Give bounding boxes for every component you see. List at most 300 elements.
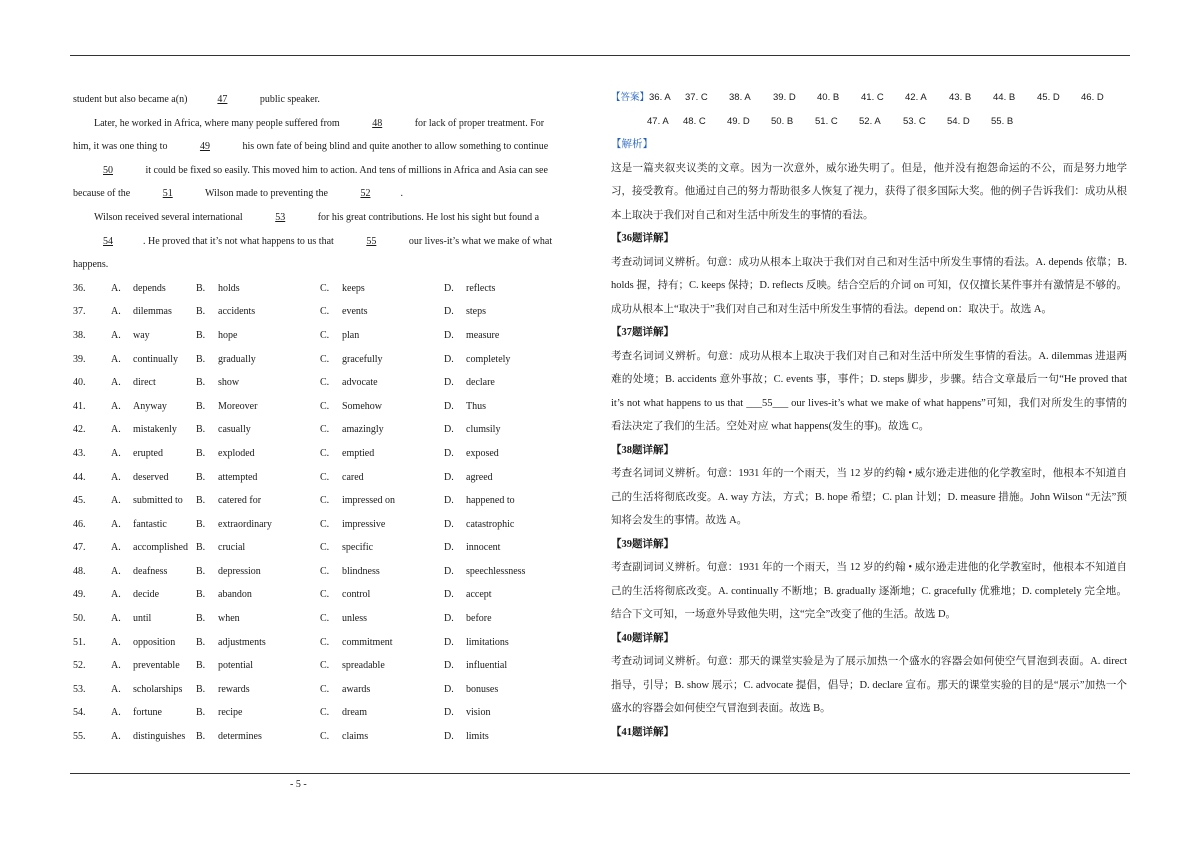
option-c: [320, 489, 444, 513]
option-text: distinguishes: [133, 731, 186, 743]
option-letter: D.: [444, 471, 454, 483]
option-text: when: [218, 613, 240, 625]
question-number: 41.: [73, 400, 86, 412]
option-text: depends: [133, 282, 166, 294]
option-a: [111, 701, 196, 725]
option-a: [111, 725, 196, 749]
answer-item: 51. C: [815, 115, 838, 127]
question-number: 42.: [73, 424, 86, 436]
option-text: hope: [218, 329, 238, 341]
option-letter: B.: [196, 660, 206, 672]
option-text: plan: [342, 329, 360, 341]
blank: 52: [360, 188, 371, 200]
option-text: emptied: [342, 447, 375, 459]
question-number: 40.: [73, 377, 86, 389]
option-text: catered for: [218, 495, 262, 507]
option-letter: B.: [196, 282, 206, 294]
option-letter: B.: [196, 471, 206, 483]
option-letter: D.: [444, 400, 454, 412]
option-letter: D.: [444, 731, 454, 743]
answer-item: 40. B: [817, 92, 840, 103]
option-letter: A.: [111, 447, 121, 459]
option-d: [444, 442, 564, 466]
option-text: abandon: [218, 589, 252, 601]
option-a: [111, 466, 196, 490]
option-b: [196, 678, 320, 702]
question-number: 44.: [73, 471, 86, 483]
option-letter: A.: [111, 400, 121, 412]
option-letter: C.: [320, 400, 330, 412]
option-letter: D.: [444, 683, 454, 695]
answer-row-1: [611, 86, 1127, 110]
option-d: [444, 654, 564, 678]
option-text: specific: [342, 542, 374, 554]
option-b: [196, 631, 320, 655]
answer-item: 37. C: [685, 92, 708, 103]
answer-item: 53. C: [903, 115, 926, 127]
option-c: [320, 678, 444, 702]
option-letter: D.: [444, 424, 454, 436]
option-letter: D.: [444, 447, 454, 459]
option-b: [196, 607, 320, 631]
option-d: [444, 466, 564, 490]
option-letter: B.: [196, 589, 206, 601]
option-text: gracefully: [342, 353, 383, 365]
option-b: [196, 560, 320, 584]
option-text: completely: [466, 353, 511, 365]
blank: 47: [217, 94, 228, 105]
option-text: exposed: [466, 447, 499, 459]
option-d: [444, 395, 564, 419]
option-text: clumsily: [466, 424, 501, 436]
option-d: [444, 701, 564, 725]
text: . He proved that it’s not what happens to us that: [143, 235, 337, 247]
option-text: way: [133, 329, 150, 341]
option-b: [196, 300, 320, 324]
option-a: [111, 536, 196, 560]
answer-item: 45. D: [1037, 92, 1060, 103]
page-number: - 5 -: [290, 779, 307, 790]
option-letter: B.: [196, 636, 206, 648]
option-letter: C.: [320, 471, 330, 483]
option-d: [444, 277, 564, 301]
option-c: [320, 277, 444, 301]
option-c: [320, 560, 444, 584]
detail-text: 考查动词词义辨析。句意：那天的课堂实验是为了展示加热一个盛水的容器会如何使空气冒泡到表面。A. direct 指导，引导；B. show 展示；C. advocate 提倡，倡导；D. declare 宣布。那天的课堂实验的目的是“展示”加热一个盛水的容器会如何使空气冒泡到表面。故选 B。: [611, 656, 1127, 714]
option-letter: A.: [111, 613, 121, 625]
text: it could be fixed so easily. This moved him to action. And tens of millions in Africa and Asia can see: [143, 164, 548, 176]
answer-item: 54. D: [947, 115, 970, 127]
question-number: 46.: [73, 518, 86, 530]
option-text: spreadable: [342, 660, 385, 672]
question-number: 38.: [73, 329, 86, 341]
blank: 48: [372, 117, 383, 129]
option-c: [320, 395, 444, 419]
option-a: [111, 348, 196, 372]
option-text: attempted: [218, 471, 258, 483]
text: Wilson made to preventing the: [202, 188, 331, 200]
option-letter: A.: [111, 471, 121, 483]
answer-item: 47. A: [647, 115, 669, 127]
option-a: [111, 371, 196, 395]
option-text: amazingly: [342, 424, 384, 436]
detail-text: 考查名词词义辨析。句意：成功从根本上取决于我们对自己和对生活中所发生事情的看法。A. dilemmas 进退两难的处境；B. accidents 意外事故；C. events 事，事件；D. steps 脚步，步骤。结合文章最后一句“He proved that it’s not what happens to us that ___55___ our lives-it’s what we make of what happens”可知，我们对所发生的事情的看法决定了我们的生活。空处对应 what happens(发生的事)。故选 C。: [611, 350, 1127, 432]
option-d: [444, 489, 564, 513]
question-number: 54.: [73, 707, 86, 719]
option-row: [73, 371, 578, 395]
option-d: [444, 631, 564, 655]
option-text: limits: [466, 731, 489, 743]
option-a: [111, 489, 196, 513]
text: Wilson received several international: [94, 211, 246, 223]
option-a: [111, 418, 196, 442]
detail-heading: 【40题详解】: [611, 632, 674, 644]
option-text: awards: [342, 683, 371, 695]
option-row: [73, 418, 578, 442]
option-row: [73, 678, 578, 702]
option-b: [196, 701, 320, 725]
text: his own fate of being blind and quite another to allow something to continue: [239, 141, 549, 153]
option-d: [444, 678, 564, 702]
option-letter: A.: [111, 565, 121, 577]
text: Later, he worked in Africa, where many people suffered from: [94, 117, 343, 129]
passage-line: [73, 159, 578, 183]
option-letter: C.: [320, 542, 330, 554]
option-letter: A.: [111, 636, 121, 648]
option-text: cared: [342, 471, 364, 483]
detail-text: 考查名词词义辨析。句意：1931 年的一个雨天，当 12 岁的约翰 • 威尔逊走进他的化学教室时，他根本不知道自己的生活将彻底改变。A. way 方法，方式；B. hope 希望；C. plan 计划；D. measure 措施。John Wilson “无法”预知将会发生的事情。故选 A。: [611, 468, 1127, 526]
option-text: dream: [342, 707, 367, 719]
option-letter: D.: [444, 306, 454, 318]
passage-line: [73, 253, 578, 277]
option-letter: A.: [111, 424, 121, 436]
detail-heading: 【41题详解】: [611, 726, 674, 738]
question-number: 43.: [73, 447, 86, 459]
option-text: gradually: [218, 353, 256, 365]
answer-item: 50. B: [771, 115, 794, 127]
option-row: [73, 324, 578, 348]
passage-line: [73, 88, 578, 112]
option-letter: C.: [320, 707, 330, 719]
option-text: innocent: [466, 542, 501, 554]
option-text: opposition: [133, 636, 176, 648]
answer-label: 【答案】: [611, 92, 650, 103]
option-d: [444, 348, 564, 372]
option-letter: B.: [196, 424, 206, 436]
option-letter: C.: [320, 329, 330, 341]
option-letter: D.: [444, 495, 454, 507]
options-list: [73, 277, 578, 749]
option-text: accept: [466, 589, 492, 601]
option-text: Anyway: [133, 400, 167, 412]
option-c: [320, 536, 444, 560]
question-number: 39.: [73, 353, 86, 365]
option-text: keeps: [342, 282, 365, 294]
option-letter: C.: [320, 660, 330, 672]
question-number: 36.: [73, 282, 86, 294]
option-row: [73, 513, 578, 537]
option-d: [444, 583, 564, 607]
text: him, it was one thing to: [73, 141, 170, 153]
option-letter: A.: [111, 707, 121, 719]
option-text: before: [466, 613, 492, 625]
option-text: holds: [218, 282, 240, 294]
detail-heading: 【39题详解】: [611, 538, 674, 550]
option-row: [73, 583, 578, 607]
option-text: happened to: [466, 495, 515, 507]
text: happens.: [73, 259, 109, 271]
option-a: [111, 395, 196, 419]
option-b: [196, 725, 320, 749]
option-text: submitted to: [133, 495, 183, 507]
option-letter: B.: [196, 377, 206, 389]
option-letter: B.: [196, 518, 206, 530]
option-c: [320, 418, 444, 442]
option-row: [73, 631, 578, 655]
option-text: depression: [218, 565, 261, 577]
question-number: 37.: [73, 306, 86, 318]
option-letter: B.: [196, 495, 206, 507]
text: .: [400, 188, 403, 200]
option-letter: B.: [196, 731, 206, 743]
option-text: impressed on: [342, 495, 396, 507]
option-text: agreed: [466, 471, 493, 483]
option-letter: D.: [444, 589, 454, 601]
option-a: [111, 607, 196, 631]
option-text: bonuses: [466, 683, 499, 695]
detail-text: 考查副词词义辨析。句意：1931 年的一个雨天，当 12 岁的约翰 • 威尔逊走进他的化学教室时，他根本不知道自己的生活将彻底改变。A. continually 不断地；B. gradually 逐渐地；C. gracefully 优雅地；D. completely 完全地。结合下文可知，一场意外导致他失明，这“完全”改变了他的生活。故选 D。: [611, 562, 1127, 620]
left-column: [73, 88, 578, 749]
option-a: [111, 678, 196, 702]
option-text: impressive: [342, 518, 386, 530]
option-text: adjustments: [218, 636, 266, 648]
question-number: 55.: [73, 731, 86, 743]
option-c: [320, 583, 444, 607]
option-letter: D.: [444, 282, 454, 294]
option-text: direct: [133, 377, 156, 389]
option-text: decide: [133, 589, 160, 601]
option-letter: C.: [320, 447, 330, 459]
passage-line: [73, 182, 578, 206]
option-text: Moreover: [218, 400, 258, 412]
question-number: 53.: [73, 683, 86, 695]
option-text: mistakenly: [133, 424, 177, 436]
option-d: [444, 607, 564, 631]
option-letter: B.: [196, 707, 206, 719]
detail-text: 考查动词词义辨析。句意：成功从根本上取决于我们对自己和对生活中所发生事情的看法。A. depends 依靠；B. holds 握，持有；C. keeps 保持；D. reflects 反映。结合空后的介词 on 可知，仅仅擅长某件事并有激情是不够的。成功从根本上“取决于”我们对自己和对生活中所发生事情的看法。depend on：取决于。故选 A。: [611, 256, 1127, 315]
option-text: limitations: [466, 636, 509, 648]
option-text: speechlessness: [466, 565, 526, 577]
option-text: blindness: [342, 565, 380, 577]
option-text: claims: [342, 731, 369, 743]
option-d: [444, 725, 564, 749]
question-number: 52.: [73, 660, 86, 672]
option-b: [196, 324, 320, 348]
option-letter: C.: [320, 377, 330, 389]
option-letter: D.: [444, 613, 454, 625]
answer-row-2: [611, 110, 1127, 134]
analysis-label: 【解析】: [611, 139, 653, 150]
option-b: [196, 536, 320, 560]
option-text: deserved: [133, 471, 169, 483]
option-row: [73, 348, 578, 372]
option-letter: A.: [111, 353, 121, 365]
option-letter: B.: [196, 329, 206, 341]
option-letter: A.: [111, 282, 121, 294]
option-row: [73, 536, 578, 560]
option-row: [73, 466, 578, 490]
option-letter: A.: [111, 495, 121, 507]
detail-heading: 【36题详解】: [611, 233, 674, 244]
option-text: fantastic: [133, 518, 167, 530]
option-b: [196, 466, 320, 490]
answer-item: 43. B: [949, 92, 972, 103]
option-text: casually: [218, 424, 251, 436]
option-text: declare: [466, 377, 495, 389]
option-text: recipe: [218, 707, 243, 719]
option-a: [111, 324, 196, 348]
option-text: erupted: [133, 447, 163, 459]
option-row: [73, 442, 578, 466]
option-a: [111, 513, 196, 537]
option-c: [320, 442, 444, 466]
option-d: [444, 371, 564, 395]
blank: 49: [199, 141, 210, 153]
option-c: [320, 348, 444, 372]
header-rule: [70, 55, 1130, 56]
option-text: advocate: [342, 377, 378, 389]
option-letter: D.: [444, 353, 454, 365]
option-c: [320, 371, 444, 395]
option-text: crucial: [218, 542, 246, 554]
option-letter: B.: [196, 400, 206, 412]
answer-item: 48. C: [683, 115, 706, 127]
option-d: [444, 513, 564, 537]
option-letter: D.: [444, 565, 454, 577]
option-row: [73, 395, 578, 419]
option-text: until: [133, 613, 152, 625]
text: for his great contributions. He lost his sight but found a: [315, 211, 540, 223]
option-text: reflects: [466, 282, 496, 294]
question-number: 51.: [73, 636, 86, 648]
answer-item: 49. D: [727, 115, 750, 127]
answer-item: 44. B: [993, 92, 1016, 103]
option-letter: C.: [320, 565, 330, 577]
option-letter: D.: [444, 377, 454, 389]
option-text: determines: [218, 731, 262, 743]
option-text: deafness: [133, 565, 168, 577]
option-b: [196, 348, 320, 372]
option-letter: A.: [111, 542, 121, 554]
option-d: [444, 300, 564, 324]
option-text: accidents: [218, 306, 256, 318]
blank: 51: [162, 188, 173, 200]
blank: 54: [103, 235, 113, 247]
option-text: catastrophic: [466, 518, 515, 530]
right-column: [611, 86, 1127, 744]
analysis-summary: 这是一篇夹叙夹议类的文章。因为一次意外，威尔逊失明了。但是，他并没有抱怨命运的不公，而是努力地学习，接受教育。他通过自己的努力帮助很多人恢复了视力，获得了很多国际大奖。他的例子告诉我们：成功从根本上取决于我们对自己和对生活中所发生的事情的看法。: [611, 162, 1127, 221]
option-c: [320, 466, 444, 490]
option-text: measure: [466, 329, 500, 341]
text: public speaker.: [257, 94, 320, 105]
option-text: potential: [218, 660, 253, 672]
option-letter: D.: [444, 518, 454, 530]
option-c: [320, 701, 444, 725]
option-row: [73, 607, 578, 631]
detail-heading: 【38题详解】: [611, 444, 674, 456]
option-text: steps: [466, 306, 486, 318]
answer-item: 38. A: [729, 92, 751, 103]
option-b: [196, 371, 320, 395]
option-text: vision: [466, 707, 491, 719]
question-number: 50.: [73, 613, 86, 625]
option-c: [320, 300, 444, 324]
answer-item: 55. B: [991, 115, 1014, 127]
option-d: [444, 418, 564, 442]
answer-item: 41. C: [861, 92, 884, 103]
option-b: [196, 489, 320, 513]
option-letter: C.: [320, 613, 330, 625]
option-a: [111, 631, 196, 655]
text: because of the: [73, 188, 133, 200]
option-letter: A.: [111, 306, 121, 318]
option-letter: C.: [320, 518, 330, 530]
option-text: events: [342, 306, 368, 318]
question-number: 45.: [73, 495, 86, 507]
option-b: [196, 418, 320, 442]
passage-line: [73, 112, 578, 136]
option-text: show: [218, 377, 240, 389]
option-text: fortune: [133, 707, 162, 719]
option-d: [444, 324, 564, 348]
option-text: rewards: [218, 683, 250, 695]
blank: 53: [275, 211, 286, 223]
answer-item: 36. A: [649, 92, 671, 103]
option-letter: A.: [111, 731, 121, 743]
option-letter: B.: [196, 447, 206, 459]
option-letter: D.: [444, 660, 454, 672]
paragraph-3: [73, 206, 578, 277]
passage-line: [73, 206, 578, 230]
answer-item: 52. A: [859, 115, 881, 127]
option-letter: C.: [320, 683, 330, 695]
option-letter: A.: [111, 589, 121, 601]
option-c: [320, 607, 444, 631]
text: our lives-it’s what we make of what: [406, 235, 553, 247]
option-text: commitment: [342, 636, 393, 648]
option-row: [73, 300, 578, 324]
option-text: extraordinary: [218, 518, 272, 530]
option-letter: C.: [320, 731, 330, 743]
option-text: unless: [342, 613, 367, 625]
option-letter: B.: [196, 565, 206, 577]
option-letter: B.: [196, 306, 206, 318]
option-row: [73, 277, 578, 301]
text: student but also became a(n): [73, 94, 188, 105]
option-letter: C.: [320, 589, 330, 601]
option-a: [111, 654, 196, 678]
analysis-items: [611, 227, 1127, 744]
answer-item: 42. A: [905, 92, 927, 103]
option-text: control: [342, 589, 371, 601]
option-text: scholarships: [133, 683, 183, 695]
option-letter: A.: [111, 660, 121, 672]
option-letter: A.: [111, 518, 121, 530]
option-letter: C.: [320, 306, 330, 318]
option-letter: B.: [196, 353, 206, 365]
option-letter: C.: [320, 424, 330, 436]
option-c: [320, 631, 444, 655]
